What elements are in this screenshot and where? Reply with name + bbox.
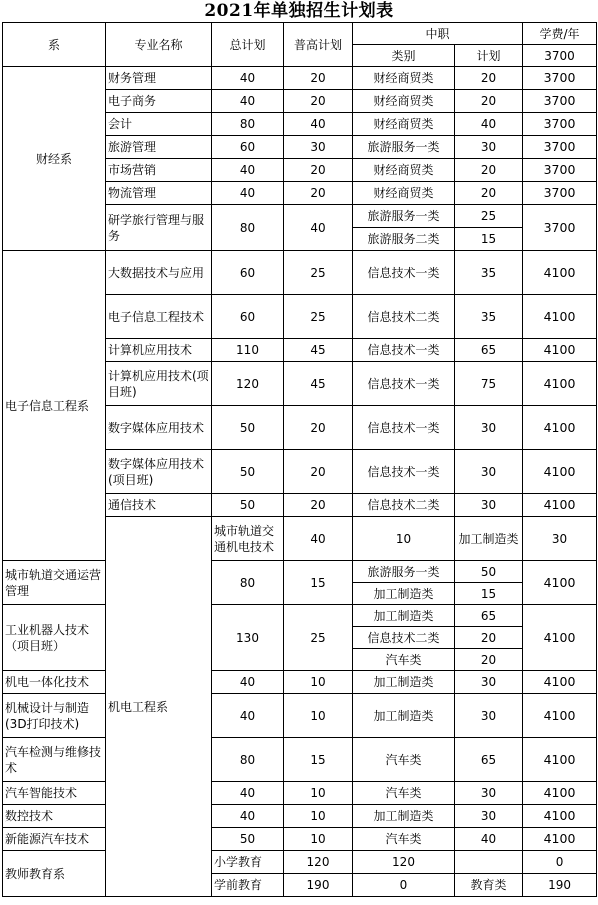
major-cell: 通信技术 (106, 494, 212, 517)
general-plan-cell: 40 (284, 205, 353, 251)
total-plan-cell: 40 (212, 90, 284, 113)
plan-cell: 65 (455, 738, 523, 782)
total-plan-cell: 120 (284, 851, 353, 874)
header-fee-sub: 3700 (523, 45, 597, 67)
plan-cell: 30 (455, 136, 523, 159)
fee-cell: 4100 (523, 561, 597, 605)
category-cell: 财经商贸类 (353, 67, 455, 90)
category-cell: 财经商贸类 (353, 113, 455, 136)
major-cell: 工业机器人技术（项目班） (3, 605, 106, 671)
major-cell: 数字媒体应用技术(项目班) (106, 450, 212, 494)
major-cell: 城市轨道交通运营管理 (3, 561, 106, 605)
general-plan-cell: 20 (284, 67, 353, 90)
general-plan-cell: 15 (284, 561, 353, 605)
fee-cell: 3700 (523, 136, 597, 159)
plan-cell: 35 (455, 251, 523, 295)
fee-cell: 4100 (523, 671, 597, 694)
category-cell: 信息技术二类 (353, 627, 455, 649)
plan-cell: 20 (455, 649, 523, 671)
total-plan-cell: 80 (212, 561, 284, 605)
major-cell: 机械设计与制造(3D打印技术) (3, 694, 106, 738)
category-cell: 旅游服务一类 (353, 561, 455, 583)
category-cell: 旅游服务一类 (353, 136, 455, 159)
major-cell: 数控技术 (3, 805, 106, 828)
total-plan-cell: 40 (212, 805, 284, 828)
general-plan-cell: 20 (284, 494, 353, 517)
total-plan-cell: 40 (212, 159, 284, 182)
fee-cell: 4100 (523, 406, 597, 450)
category-cell: 加工制造类 (353, 605, 455, 627)
dept-cell: 机电工程系 (106, 517, 212, 897)
total-plan-cell: 50 (212, 828, 284, 851)
category-cell: 汽车类 (353, 828, 455, 851)
major-cell: 数字媒体应用技术 (106, 406, 212, 450)
general-plan-cell: 10 (353, 517, 455, 561)
plan-cell: 20 (455, 627, 523, 649)
fee-cell: 4100 (523, 362, 597, 406)
total-plan-cell: 40 (284, 517, 353, 561)
general-plan-cell: 25 (284, 605, 353, 671)
general-plan-cell: 45 (284, 362, 353, 406)
category-cell: 加工制造类 (353, 805, 455, 828)
fee-cell: 3700 (523, 159, 597, 182)
category-cell: 加工制造类 (353, 583, 455, 605)
header-zhongzhi: 中职 (353, 23, 523, 45)
plan-cell: 75 (455, 362, 523, 406)
plan-cell: 65 (455, 339, 523, 362)
plan-cell: 15 (455, 228, 523, 251)
total-plan-cell: 40 (212, 782, 284, 805)
enrollment-plan-table (2, 22, 597, 897)
plan-cell: 30 (455, 494, 523, 517)
fee-cell: 4100 (523, 450, 597, 494)
total-plan-cell: 130 (212, 605, 284, 671)
fee-cell: 4100 (523, 828, 597, 851)
header-major: 专业名称 (106, 23, 212, 67)
category-cell: 财经商贸类 (353, 159, 455, 182)
total-plan-cell: 80 (212, 738, 284, 782)
major-cell: 小学教育 (212, 851, 284, 874)
general-plan-cell: 40 (284, 113, 353, 136)
major-cell: 电子商务 (106, 90, 212, 113)
fee-cell: 4100 (523, 295, 597, 339)
plan-cell: 30 (455, 782, 523, 805)
fee-cell: 3700 (523, 182, 597, 205)
major-cell: 机电一体化技术 (3, 671, 106, 694)
category-cell: 信息技术二类 (353, 295, 455, 339)
plan-cell: 40 (455, 828, 523, 851)
general-plan-cell: 10 (284, 694, 353, 738)
major-cell: 物流管理 (106, 182, 212, 205)
dept-cell: 财经系 (3, 67, 106, 251)
total-plan-cell: 50 (212, 450, 284, 494)
major-cell: 研学旅行管理与服务 (106, 205, 212, 251)
category-cell: 加工制造类 (353, 671, 455, 694)
category-cell: 加工制造类 (455, 517, 523, 561)
total-plan-cell: 60 (212, 136, 284, 159)
general-plan-cell: 25 (284, 295, 353, 339)
plan-cell: 65 (455, 605, 523, 627)
plan-cell: 20 (455, 90, 523, 113)
general-plan-cell: 20 (284, 159, 353, 182)
total-plan-cell: 50 (212, 494, 284, 517)
header-plan: 计划 (455, 45, 523, 67)
total-plan-cell: 50 (212, 406, 284, 450)
major-cell: 会计 (106, 113, 212, 136)
plan-cell: 30 (455, 450, 523, 494)
plan-cell: 30 (455, 406, 523, 450)
plan-cell: 50 (455, 561, 523, 583)
category-cell: 信息技术一类 (353, 339, 455, 362)
general-plan-cell: 0 (353, 874, 455, 897)
category-cell: 旅游服务一类 (353, 205, 455, 228)
general-plan-cell: 25 (284, 251, 353, 295)
fee-cell: 4100 (523, 782, 597, 805)
major-cell: 财务管理 (106, 67, 212, 90)
general-plan-cell: 20 (284, 182, 353, 205)
general-plan-cell: 10 (284, 671, 353, 694)
category-cell: 汽车类 (353, 782, 455, 805)
page-title: 2021年单独招生计划表 (204, 1, 394, 21)
plan-cell: 20 (455, 159, 523, 182)
category-cell: 信息技术一类 (353, 362, 455, 406)
plan-cell: 0 (523, 851, 597, 874)
total-plan-cell: 40 (212, 182, 284, 205)
dept-cell: 电子信息工程系 (3, 251, 106, 561)
category-cell: 汽车类 (353, 649, 455, 671)
fee-cell: 4100 (523, 694, 597, 738)
category-cell: 财经商贸类 (353, 182, 455, 205)
total-plan-cell: 190 (284, 874, 353, 897)
dept-cell: 教师教育系 (3, 851, 106, 897)
plan-cell: 40 (455, 113, 523, 136)
plan-cell: 15 (455, 583, 523, 605)
major-cell: 计算机应用技术 (106, 339, 212, 362)
plan-cell: 30 (455, 805, 523, 828)
header-fee: 学费/年 (523, 23, 597, 45)
general-plan-cell: 20 (284, 450, 353, 494)
plan-cell: 30 (523, 517, 597, 561)
general-plan-cell: 120 (353, 851, 455, 874)
total-plan-cell: 80 (212, 205, 284, 251)
total-plan-cell: 110 (212, 339, 284, 362)
major-cell: 电子信息工程技术 (106, 295, 212, 339)
fee-cell: 4100 (523, 494, 597, 517)
general-plan-cell: 20 (284, 406, 353, 450)
plan-cell: 30 (455, 671, 523, 694)
fee-cell: 3700 (523, 90, 597, 113)
category-cell: 汽车类 (353, 738, 455, 782)
general-plan-cell: 10 (284, 782, 353, 805)
category-cell: 教育类 (455, 874, 523, 897)
fee-cell: 3700 (523, 67, 597, 90)
major-cell: 计算机应用技术(项目班) (106, 362, 212, 406)
fee-cell: 3700 (523, 113, 597, 136)
plan-cell: 35 (455, 295, 523, 339)
plan-cell: 20 (455, 67, 523, 90)
fee-cell: 3700 (523, 205, 597, 251)
major-cell: 城市轨道交通机电技术 (212, 517, 284, 561)
total-plan-cell: 120 (212, 362, 284, 406)
general-plan-cell: 45 (284, 339, 353, 362)
major-cell: 大数据技术与应用 (106, 251, 212, 295)
major-cell: 市场营销 (106, 159, 212, 182)
total-plan-cell: 60 (212, 251, 284, 295)
plan-cell: 30 (455, 694, 523, 738)
total-plan-cell: 80 (212, 113, 284, 136)
header-dept: 系 (3, 23, 106, 67)
total-plan-cell: 40 (212, 671, 284, 694)
major-cell: 旅游管理 (106, 136, 212, 159)
category-cell (455, 851, 523, 874)
general-plan-cell: 10 (284, 805, 353, 828)
header-category: 类别 (353, 45, 455, 67)
header-total-plan: 总计划 (212, 23, 284, 67)
plan-cell: 190 (523, 874, 597, 897)
total-plan-cell: 40 (212, 67, 284, 90)
major-cell: 学前教育 (212, 874, 284, 897)
total-plan-cell: 60 (212, 295, 284, 339)
major-cell: 汽车智能技术 (3, 782, 106, 805)
category-cell: 旅游服务二类 (353, 228, 455, 251)
plan-cell: 20 (455, 182, 523, 205)
general-plan-cell: 30 (284, 136, 353, 159)
category-cell: 信息技术一类 (353, 450, 455, 494)
general-plan-cell: 20 (284, 90, 353, 113)
total-plan-cell: 40 (212, 694, 284, 738)
fee-cell: 4100 (523, 738, 597, 782)
category-cell: 信息技术二类 (353, 494, 455, 517)
major-cell: 新能源汽车技术 (3, 828, 106, 851)
category-cell: 信息技术一类 (353, 251, 455, 295)
category-cell: 加工制造类 (353, 694, 455, 738)
general-plan-cell: 15 (284, 738, 353, 782)
major-cell: 汽车检测与维修技术 (3, 738, 106, 782)
fee-cell: 4100 (523, 605, 597, 671)
fee-cell: 4100 (523, 805, 597, 828)
general-plan-cell: 10 (284, 828, 353, 851)
category-cell: 信息技术一类 (353, 406, 455, 450)
category-cell: 财经商贸类 (353, 90, 455, 113)
header-general-plan: 普高计划 (284, 23, 353, 67)
fee-cell: 4100 (523, 251, 597, 295)
fee-cell: 4100 (523, 339, 597, 362)
plan-cell: 25 (455, 205, 523, 228)
